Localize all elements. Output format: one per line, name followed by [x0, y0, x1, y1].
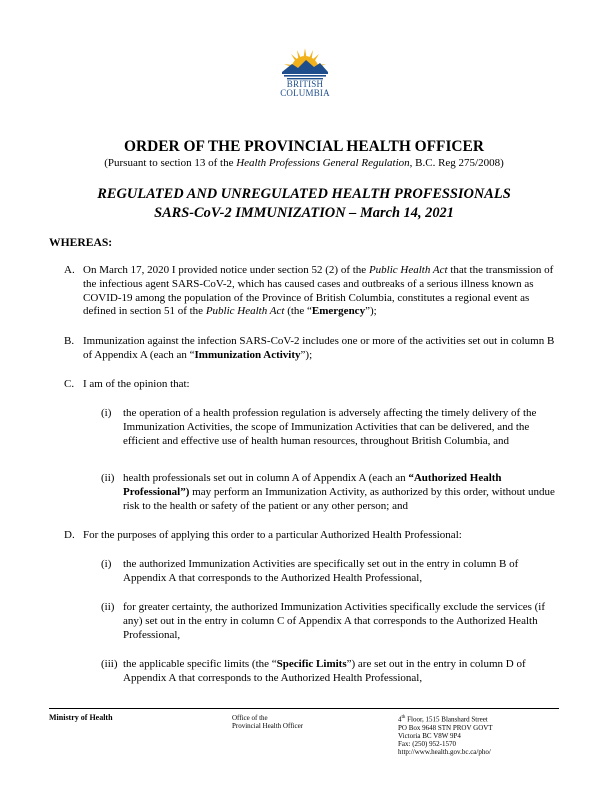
logo-text-british: BRITISH	[286, 79, 324, 89]
para-d-i-marker: (i)	[101, 558, 112, 570]
bc-logo	[270, 44, 340, 108]
para-c-i-marker: (i)	[101, 407, 112, 419]
footer-website-link[interactable]: http://www.health.gov.bc.ca/pho/	[398, 748, 491, 757]
para-b: Immunization against the infection SARS-CoV-2 includes one or more of the activities set out in column B of Appendix A (each an “Immunization Activity”);	[83, 335, 555, 361]
para-c-ii: health professionals set out in column A of Appendix A (each an “Authorized Health Professional”) may perform an Immunization Activity, as authorized by this order, without undue risk to the health or safety of the patient or any other person; and	[123, 472, 555, 512]
para-d-i: the authorized Immunization Activities are specifically set out in the entry in column B of Appendix A that corresponds to the Authorized Health Professional,	[123, 558, 519, 584]
para-d-iii: the applicable specific limits (the “Specific Limits”) are set out in the entry in column D of Appendix A that corresponds to the Authorized Health Professional,	[123, 658, 526, 684]
whereas-heading: WHEREAS:	[49, 236, 113, 249]
para-b-marker: B.	[64, 335, 75, 347]
para-c-i: the operation of a health profession regulation is adversely affecting the timely delivery of the Immunization Activities, the scope of Immunization Activities that can be delivered, and the efficient and effective use of health human resources, throughout British Columbia, and	[123, 407, 537, 447]
order-subtitle: (Pursuant to section 13 of the Health Professions General Regulation, B.C. Reg 275/2008)	[104, 157, 504, 169]
para-d: For the purposes of applying this order to a particular Authorized Health Professional:	[83, 529, 462, 541]
footer-office: Office of the Provincial Health Officer	[232, 714, 304, 731]
para-d-iii-marker: (iii)	[101, 658, 118, 670]
document-heading-line-1: REGULATED AND UNREGULATED HEALTH PROFESSIONALS	[97, 186, 511, 202]
para-d-marker: D.	[64, 529, 75, 541]
order-title: ORDER OF THE PROVINCIAL HEALTH OFFICER	[124, 138, 484, 155]
bc-sun-mountains-icon	[278, 44, 332, 80]
para-a-marker: A.	[64, 264, 75, 276]
para-c: I am of the opinion that:	[83, 378, 190, 390]
para-d-ii-marker: (ii)	[101, 601, 115, 613]
document-heading-line-2: SARS-CoV-2 IMMUNIZATION – March 14, 2021	[154, 205, 454, 221]
footer-divider	[49, 708, 559, 709]
para-a: On March 17, 2020 I provided notice under section 52 (2) of the Public Health Act that the transmission of the infectious agent SARS-CoV-2, which has caused cases and outbreaks of a serious illness known as COVID-19 among the population of the Province of British Columbia, constitutes a regional event as defined in section 51 of the Public Health Act (the “Emergency”);	[83, 264, 554, 318]
logo-text-columbia: COLUMBIA	[280, 88, 330, 98]
footer-ministry: Ministry of Health	[49, 713, 113, 722]
para-c-ii-marker: (ii)	[101, 472, 115, 484]
para-c-marker: C.	[64, 378, 75, 390]
footer-address: 4th Floor, 1515 Blanshard Street PO Box 9648 STN PROV GOVT Victoria BC V8W 9P4 Fax: (250) 952-1570 http://www.health.gov.bc.ca/pho/	[398, 715, 493, 757]
para-d-ii: for greater certainty, the authorized Immunization Activities specifically exclude the services (if any) set out in the entry in column C of Appendix A that corresponds to the Authorized Health Professional,	[123, 601, 546, 641]
